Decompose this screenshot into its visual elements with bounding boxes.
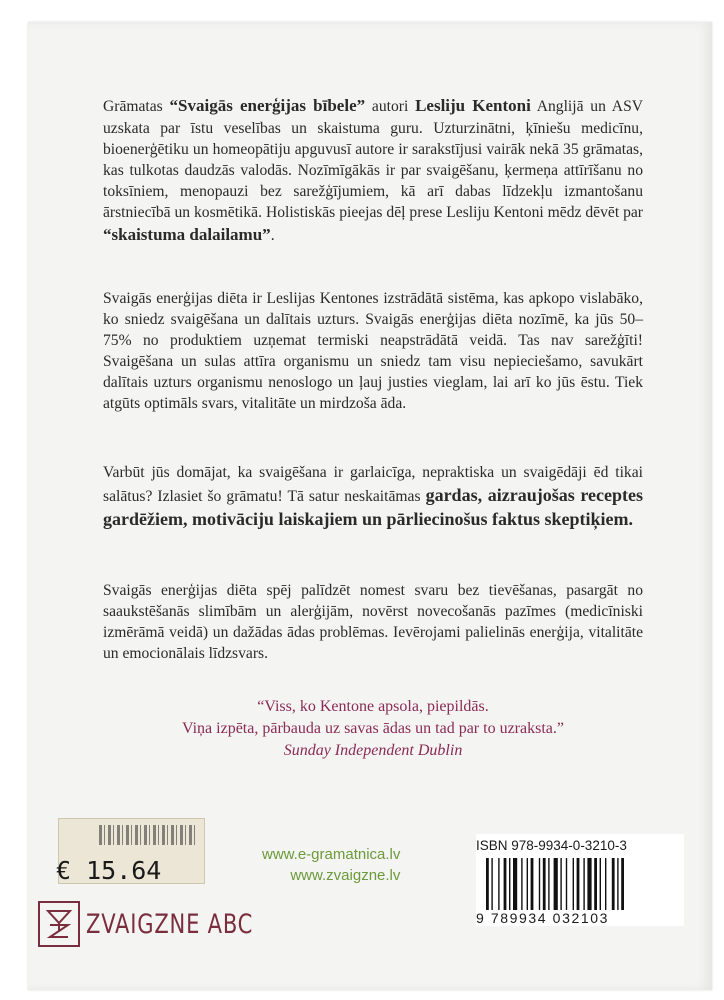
isbn-area	[476, 834, 684, 926]
p1-text-a: Grāmatas	[103, 98, 170, 115]
review-quote	[103, 696, 643, 762]
publisher-name: ZVAIGZNE ABC	[86, 908, 254, 940]
p1-text-b: autori	[365, 98, 416, 115]
p3-intro: Varbūt jūs domājat, ka svaigēšana ir garlaicīga, nepraktiska un svaigēdāji ēd tikai salātus? Izlasiet šo grāmatu! Tā satur neskaitāmas	[103, 464, 643, 505]
diet-paragraph: Svaigās enerģijas diēta ir Leslijas Kentones izstrādātā sistēma, kas apkopo vislabāko, ko sniedz svaigēšana un dalītais uzturs. Svaigās enerģijas diēta nozīmē, ka jūs 50–75% no produktiem uzņemat termiski neapstrādātā veidā. Tas nav sarežģīti! Svaigēšana un sulas attīra organismu un sniedz tam visu nepieciešamo, savukārt dalītais uzturs organismu nenoslogo un ļauj justies vieglam, lai arī ko jūs ēstu. Tiek atgūts optimāls svars, vitalitāte un mirdzoša āda.	[103, 290, 643, 412]
author-name-bold: Lesliju Kentoni	[415, 96, 531, 115]
isbn-label: ISBN 978-9934-0-3210-3	[476, 838, 627, 853]
barcode-icon	[480, 858, 680, 910]
p1-text-c: Anglijā un ASV uzskata par īstu veselības un skaistuma guru. Uzturzinātni, ķīniešu medicīnu, bioenerģētiku un homeopātiju apguvusī autore ir sarakstījusi vairāk nekā 35 grāmatas, kas tulkotas daudzās valodās. Nozīmīgākās ir par svaigēšanu, ķermeņa attīrīšanu no toksīniem, menopauzi bez sarežģījumiem, kā arī dabas līdzekļu izmantošanu ārstniecībā un kosmētikā. Holistiskās pieejas dēļ prese Lesliju Kentoni mēdz dēvēt par	[103, 98, 643, 221]
author-paragraph	[103, 94, 643, 247]
publisher-urls	[262, 844, 400, 886]
price-text: € 15.64	[56, 856, 162, 885]
publisher-emblem-icon	[38, 901, 80, 947]
sticker-barcode-strip	[99, 825, 197, 845]
barcode-number: 9 789934 032103	[476, 910, 609, 926]
publisher-logo	[38, 900, 300, 948]
quote-source: Sunday Independent Dublin	[283, 742, 463, 759]
p3-bold: gardas, aizraujošas receptes gardēžiem, motivāciju laiskajiem un pārliecinošus faktus skeptiķiem.	[103, 485, 643, 529]
quote-line-2: Viņa izpēta, pārbauda uz savas ādas un tad par to uzraksta.”	[182, 720, 564, 737]
benefits-paragraph: Svaigās enerģijas diēta spēj palīdzēt nomest svaru bez tievēšanas, pasargāt no saaukstēšanās slimībām un alerģijām, novērst novecošanās pazīmes (medicīniski izmērāmā veidā) un dažādas ādas problēmas. Ievērojami palielinās enerģija, vitalitāte un emocionālais līdzsvars.	[103, 582, 643, 662]
p1-text-d: .	[270, 227, 275, 244]
quote-line-1: “Viss, ko Kentone apsola, piepildās.	[257, 698, 489, 715]
recipes-paragraph	[103, 462, 643, 531]
nickname-bold: “skaistuma dalailamu”	[103, 225, 271, 244]
url-zvaigzne[interactable]: www.zvaigzne.lv	[290, 867, 401, 884]
url-e-gramatnica[interactable]: www.e-gramatnica.lv	[262, 846, 401, 863]
book-title-bold: “Svaigās enerģijas bībele”	[169, 96, 366, 115]
